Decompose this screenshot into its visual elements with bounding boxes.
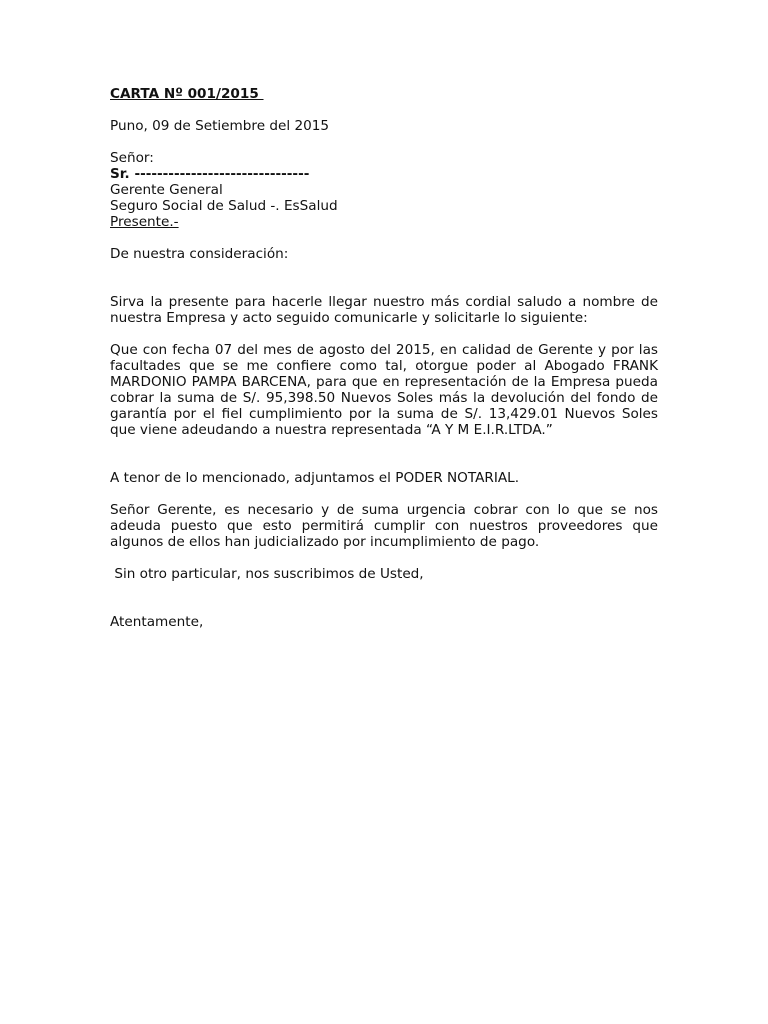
spacer (110, 582, 658, 614)
closing-line: Sin otro particular, nos suscribimos de Usted, (110, 566, 424, 582)
paragraph-attachment: A tenor de lo mencionado, adjuntamos el PODER NOTARIAL. (110, 470, 520, 486)
spacer (110, 326, 658, 342)
spacer (110, 230, 658, 246)
spacer (110, 486, 658, 502)
greeting: De nuestra consideración: (110, 246, 289, 262)
spacer (110, 438, 658, 470)
salutation: Señor: (110, 150, 154, 166)
spacer (110, 550, 658, 566)
spacer (110, 262, 658, 294)
letter-page (110, 86, 658, 630)
recipient-position: Gerente General (110, 182, 223, 198)
paragraph-request: Que con fecha 07 del mes de agosto del 2015, en calidad de Gerente y por las facultades que se me confiere como tal, otorgue poder al Abogado FRANK MARDONIO PAMPA BARCENA, para que en representación de la Empresa pueda cobrar la suma de S/. 95,398.50 Nuevos Soles más la devolución del fondo de garantía por el fiel cumplimiento por la suma de S/. 13,429.01 Nuevos Soles que viene adeudando a nuestra representada “A Y M E.I.R.LTDA.” (110, 342, 658, 438)
sign-off: Atentamente, (110, 614, 204, 630)
letter-title: CARTA Nº 001/2015 (110, 86, 264, 102)
paragraph-intro: Sirva la presente para hacerle llegar nuestro más cordial saludo a nombre de nuestra Empresa y acto seguido comunicarle y solicitarle lo siguiente: (110, 294, 658, 326)
recipient-name: Sr. ------------------------------- (110, 166, 310, 182)
paragraph-urgency: Señor Gerente, es necesario y de suma urgencia cobrar con lo que se nos adeuda puesto que esto permitirá cumplir con nuestros proveedores que algunos de ellos han judicializado por incumplimiento de pago. (110, 502, 658, 550)
spacer (110, 102, 658, 118)
spacer (110, 134, 658, 150)
recipient-organization: Seguro Social de Salud -. EsSalud (110, 198, 338, 214)
presente-label: Presente.- (110, 214, 179, 230)
date-line: Puno, 09 de Setiembre del 2015 (110, 118, 330, 134)
